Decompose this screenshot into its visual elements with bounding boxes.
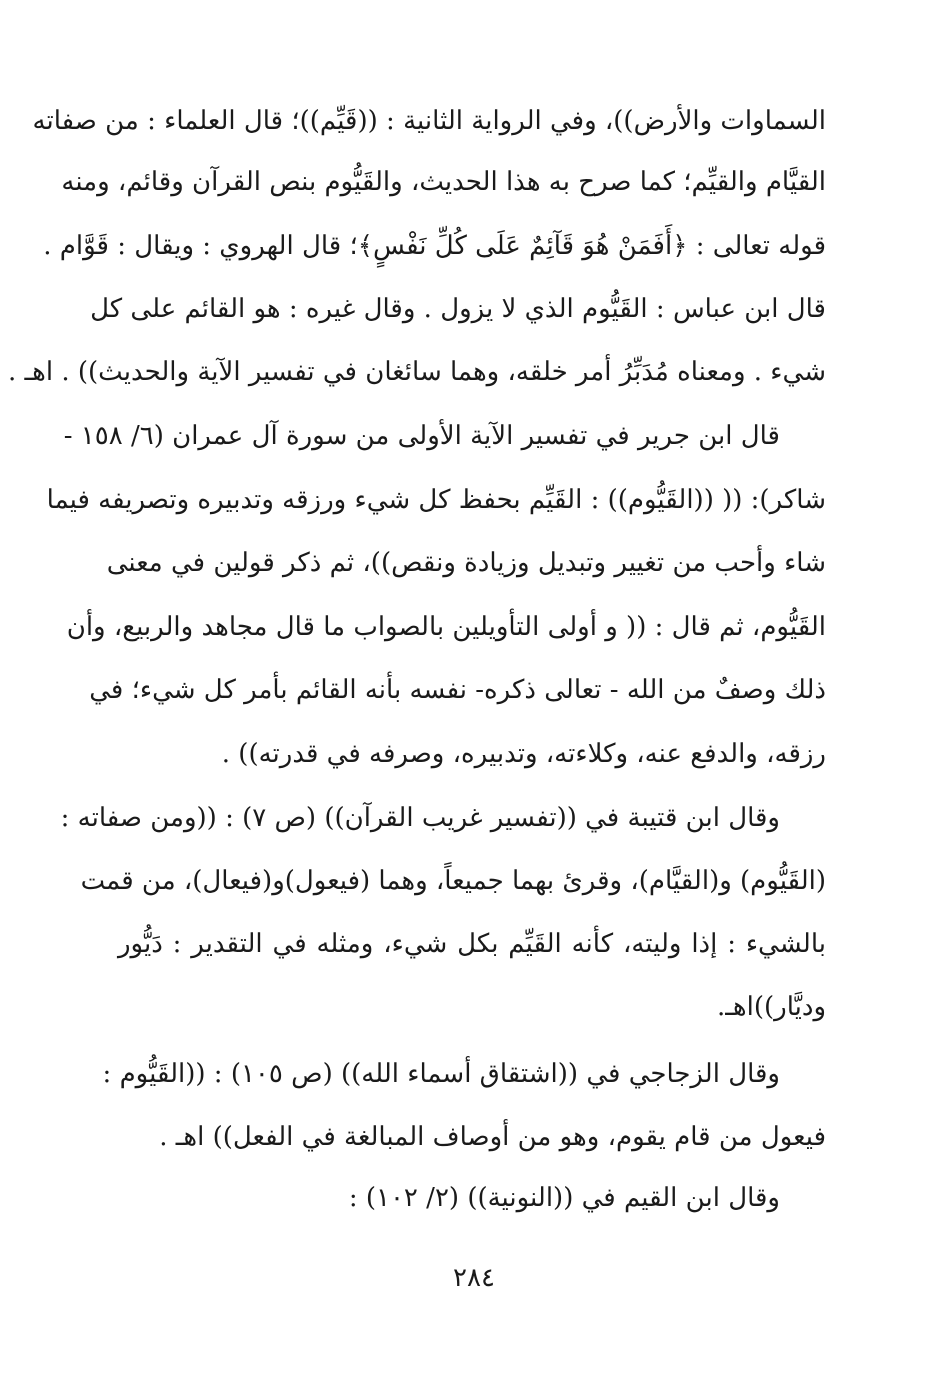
text-line: السماوات والأرض))، وفي الرواية الثانية : ((قَيِّم))؛ قال العلماء : من صفاته (32, 106, 826, 136)
paragraph-last-line: وديَّار))اهـ. (717, 992, 826, 1022)
text-line: شاكر): (( ((القَيُّوم)) : القَيِّم بحفظ كل شيء ورزقه وتدبيره وتصريفه فيما (46, 485, 826, 515)
text-line: بالشيء : إذا وليته، كأنه القَيِّم بكل شيء، ومثله في التقدير : دَيُّور (118, 929, 826, 959)
text-line: شيء . ومعناه مُدَبِّرُ أمر خلقه، وهما سائغان في تفسير الآية والحديث)) . اهـ . (8, 357, 826, 387)
text-line: قال ابن عباس : القَيُّوم الذي لا يزول . وقال غيره : هو القائم على كل (90, 294, 826, 324)
page-number: ٢٨٤ (453, 1263, 495, 1293)
text-line: قوله تعالى : ﴿أَفَمَنْ هُوَ قَآئِمٌ عَلَى كُلِّ نَفْسٍ﴾؛ قال الهروي : ويقال : قَوَّام . (43, 231, 826, 261)
paragraph-last-line: فيعول من قام يقوم، وهو من أوصاف المبالغة في الفعل)) اهـ . (159, 1122, 826, 1152)
paragraph-last-line: رزقه، والدفع عنه، وكلاءته، وتدبيره، وصرفه في قدرته)) . (221, 739, 826, 769)
text-line: شاء وأحب من تغيير وتبديل وزيادة ونقص))، ثم ذكر قولين في معنى (106, 548, 826, 578)
text-line: القَيُّوم، ثم قال : (( و أولى التأويلين بالصواب ما قال مجاهد والربيع، وأن (66, 612, 826, 642)
paragraph-first-line: وقال الزجاجي في ((اشتقاق أسماء الله)) (ص ١٠٥) : ((القَيُّوم : (102, 1059, 780, 1089)
text-line: القيَّام والقيِّم؛ كما صرح به هذا الحديث، والقَيُّوم بنص القرآن وقائم، ومنه (61, 167, 826, 197)
paragraph-first-line: وقال ابن القيم في ((النونية)) (٢/ ١٠٢) : (348, 1183, 780, 1213)
text-line: (القَيُّوم) و(القيَّام)، وقرئ بهما جميعاً، وهما (فيعول)و(فيعال)، من قمت (80, 866, 826, 896)
paragraph-first-line: قال ابن جرير في تفسير الآية الأولى من سورة آل عمران (٦/ ١٥٨ - (63, 421, 780, 451)
text-line: ذلك وصفٌ من الله - تعالى ذكره- نفسه بأنه القائم بأمر كل شيء؛ في (89, 675, 826, 705)
paragraph-first-line: وقال ابن قتيبة في ((تفسير غريب القرآن)) (ص ٧) : ((ومن صفاته : (60, 803, 780, 833)
